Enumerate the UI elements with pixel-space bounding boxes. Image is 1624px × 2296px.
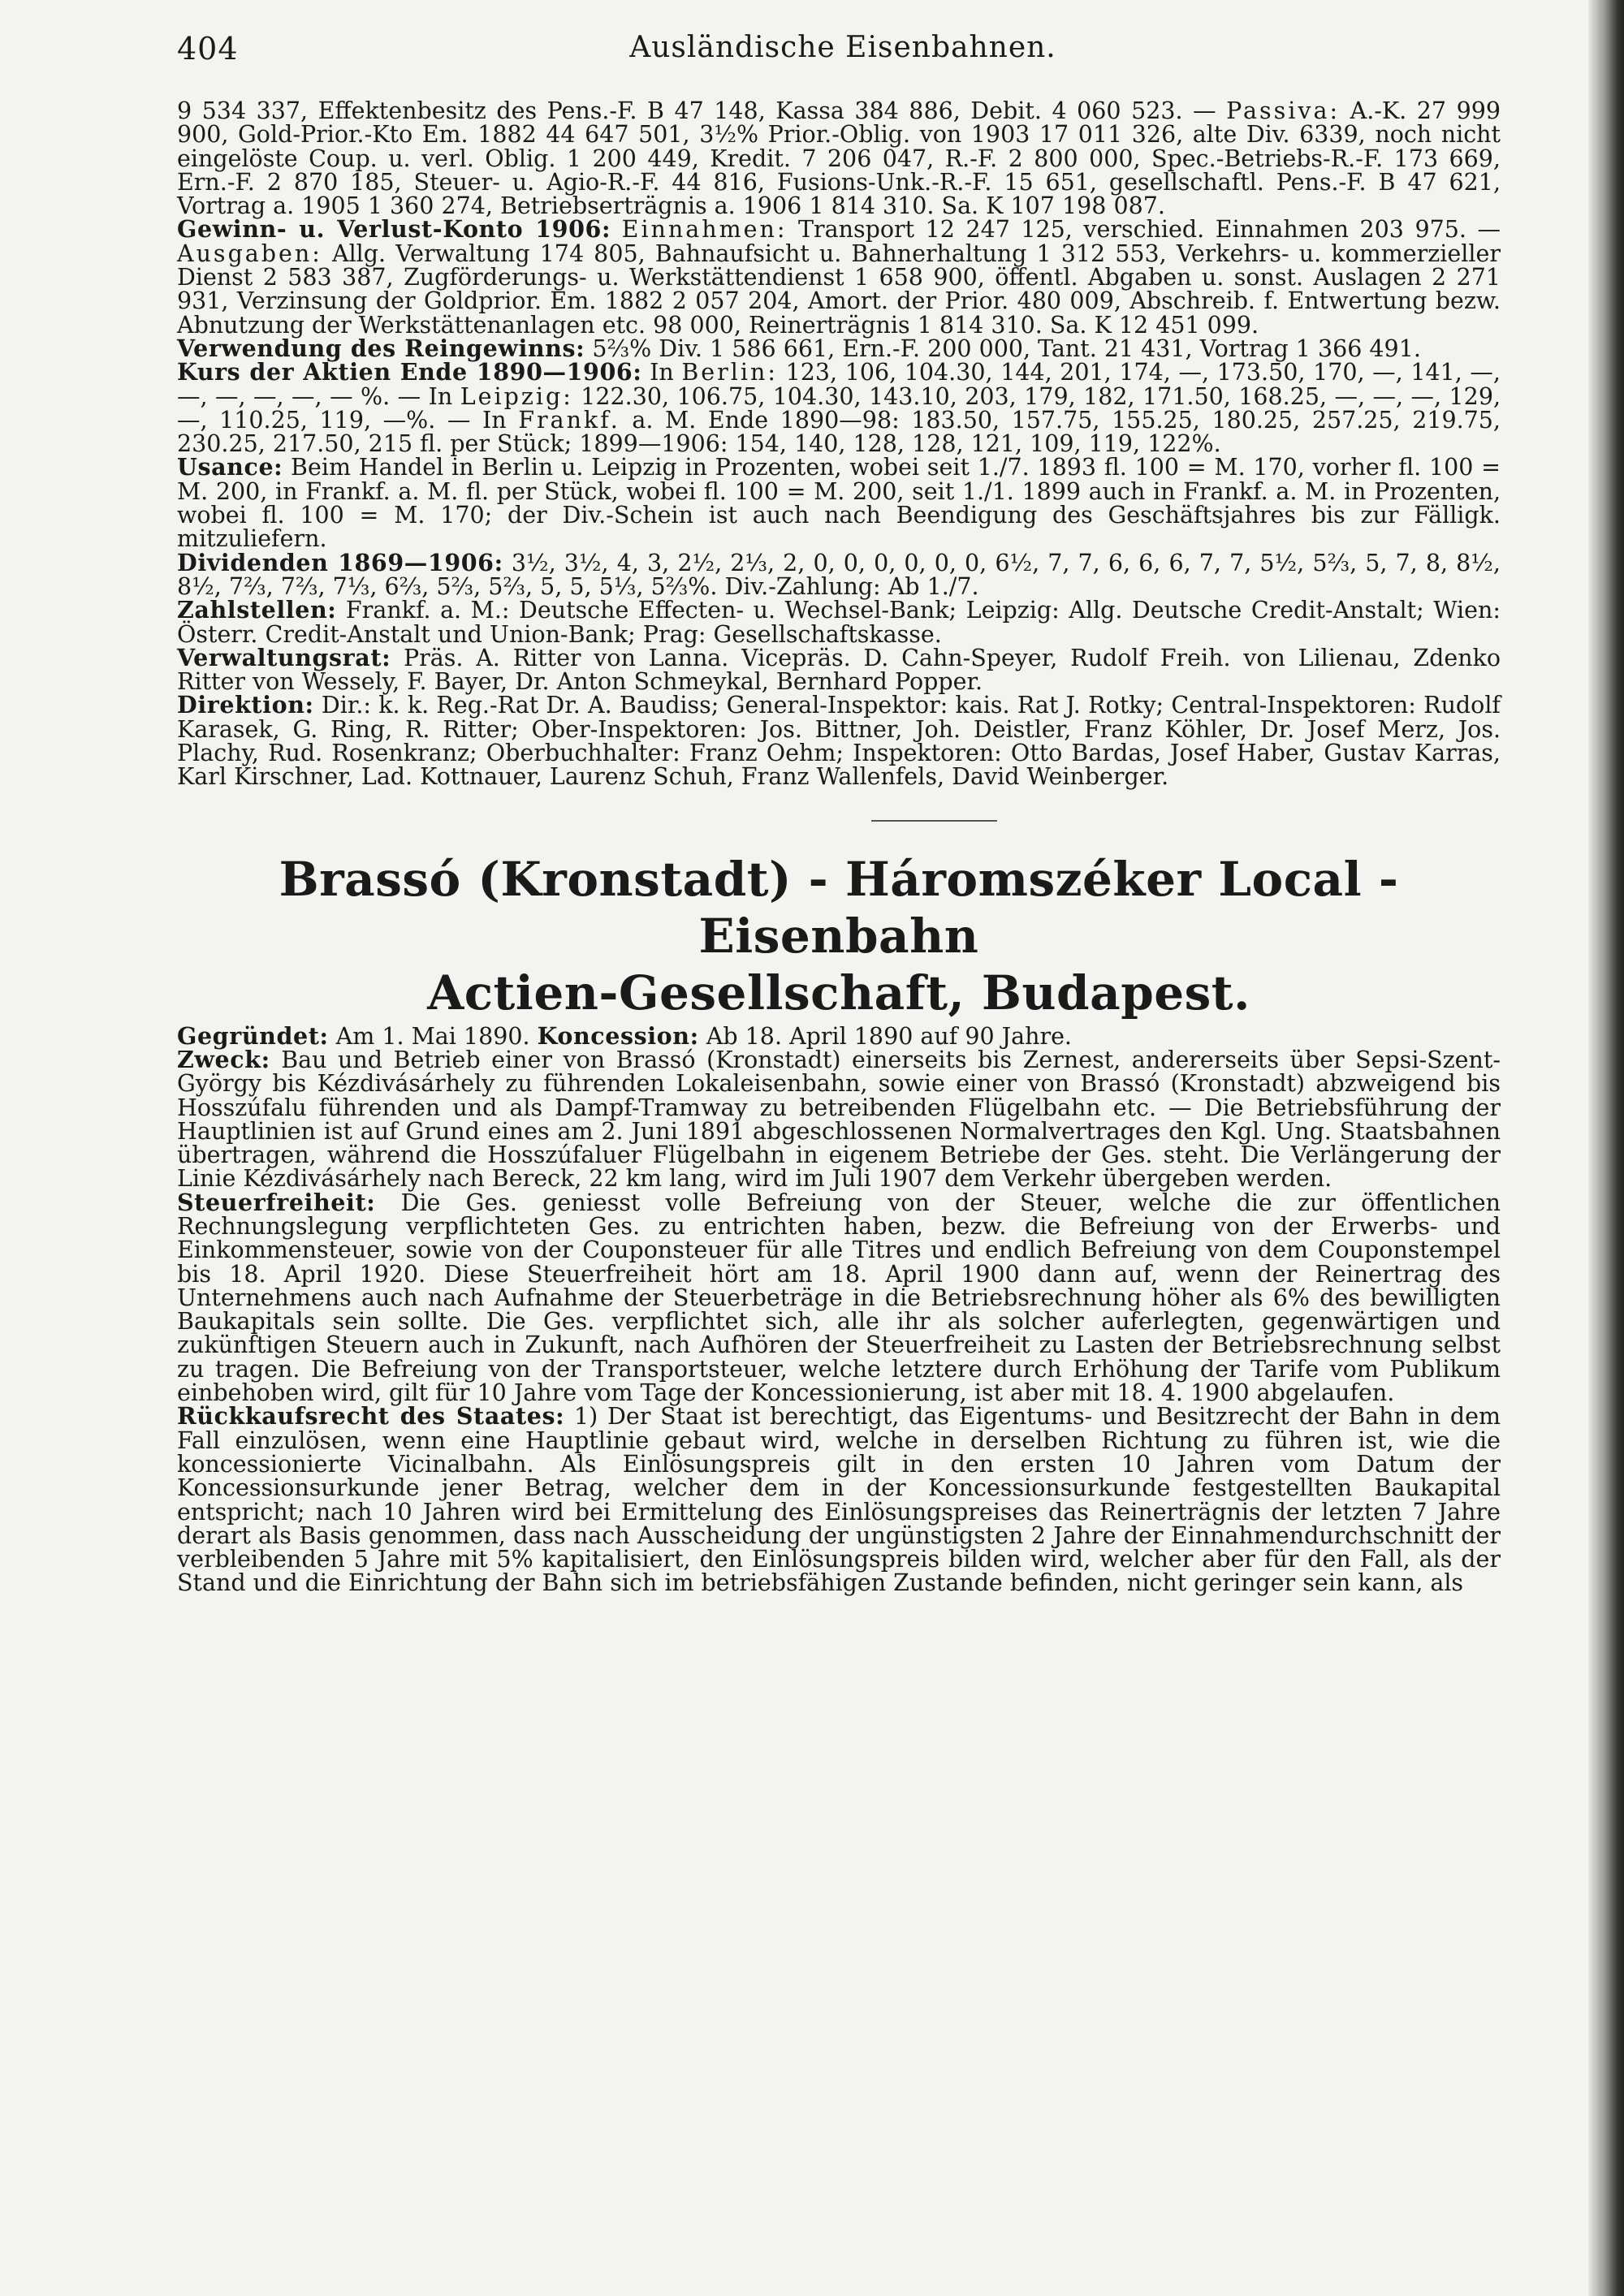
frankf-label: Frankf.	[518, 406, 620, 434]
leipzig-label: Leipzig:	[460, 382, 573, 410]
gv-label: Gewinn- u. Verlust-Konto 1906:	[177, 215, 611, 244]
verwendung-reingewinn: Verwendung des Reingewinns: 5⅔% Div. 1 586 661, Ern.-F. 200 000, Tant. 21 431, Vortrag 1 366 491.	[177, 334, 1421, 362]
balance-continuation: 9 534 337, Effektenbesitz des Pens.-F. B 47 148, Kassa 384 886, Debit. 4 060 523. — Passiva: A.-K. 27 999 900, Gold-Prior.-Kto Em. 1882 44 647 501, 3½% Prior.-Oblig. von 1903 17 011 326, alte Div. 6339, noch nicht eingelöste Coup. u. verl. Oblig. 1 200 449, Kredit. 7 206 047, R.-F. 2 800 000, Spec.-Betriebs-R.-F. 173 669, Ern.-F. 2 870 185, Steuer- u. Agio-R.-F. 44 816, Fusions-Unk.-R.-F. 15 651, gesellschaftl. Pens.-F. B 47 621, Vortrag a. 1905 1 360 274, Betriebserträgnis a. 1906 1 814 310. Sa. K 107 198 087.	[177, 97, 1501, 220]
einnahmen-label: Einnahmen:	[621, 216, 788, 244]
gegruendet-label: Gegründet:	[177, 1021, 329, 1050]
direktion: Direktion: Dir.: k. k. Reg.-Rat Dr. A. Baudiss; General-Inspektor: kais. Rat J. Rotky; Central-Inspektoren: Rudolf Karasek, G. Ring, R. Ritter; Ober-Inspektoren: Jos. Bittner, Joh. Deistler, Franz Köhler, Dr. Josef Merz, Jos. Plachy, Rud. Rosenkranz; Oberbuchhalter: Franz Oehm; Inspektoren: Otto Bardas, Josef Haber, Gustav Karras, Karl Kirschner, Lad. Kottnauer, Laurenz Schuh, Franz Wallenfels, David Weinberger.	[177, 691, 1501, 791]
ausgaben-label: Ausgaben:	[177, 240, 322, 267]
usance-label: Usance:	[177, 453, 283, 481]
page-edge-shadow	[1588, 0, 1624, 2296]
divider-line	[871, 820, 997, 822]
gegruendet: Gegründet: Am 1. Mai 1890. Koncession: Ab 18. April 1890 auf 90 Jahre.	[177, 1021, 1072, 1050]
page-number: 404	[177, 31, 239, 67]
zweck-label: Zweck:	[177, 1045, 270, 1073]
zweck: Zweck: Bau und Betrieb einer von Brassó (Kronstadt) einerseits bis Zernest, andererseits über Sepsi-Szent-György bis Kézdivásárhely zu führenden Lokaleisenbahn, sowie einer von Brassó (Kronstadt) abzweigend bis Hosszúfalu führenden und als Dampf-Tramway zu betreibenden Flügelbahn etc. — Die Betriebsführung der Hauptlinien ist auf Grund eines am 2. Juni 1891 abgeschlossenen Normalvertrages den Kgl. Ung. Staatsbahnen übertragen, während die Hosszúfaluer Flügelbahn in eigenem Betriebe der Ges. steht. Die Verlängerung der Linie Kézdivásárhely nach Bereck, 22 km lang, wird im Juli 1907 dem Verkehr übergeben werden.	[177, 1045, 1501, 1193]
company-title-line-1: Brassó (Kronstadt) - Háromszéker Local - Eisenbahn	[279, 851, 1399, 964]
dividenden-label: Dividenden 1869—1906:	[177, 548, 503, 576]
passiva-label: Passiva:	[1226, 97, 1341, 124]
page-header	[177, 31, 1509, 80]
steuerfreiheit: Steuerfreiheit: Die Ges. geniesst volle Befreiung von der Steuer, welche die zur öffentlichen Rechnungslegung verpflichteten Ges. zu entrichten haben, bezw. die Befreiung von der Erwerbs- und Einkommensteuer, sowie von der Couponsteuer für alle Titres und endlich Befreiung von dem Couponstempel bis 18. April 1920. Diese Steuerfreiheit hört am 18. April 1900 dann auf, wenn der Reinertrag des Unternehmens auch nach Aufnahme der Steuerbeträge in die Betriebsrechnung höher als 6% des bewilligten Baukapitals sein sollte. Die Ges. verpflichtet sich, alle ihr als solcher auferlegten, gegenwärtigen und zukünftigen Steuern auch in Zukunft, nach Aufhören der Steuerfreiheit zu Lasten der Betriebsrechnung selbst zu tragen. Die Befreiung von der Transportsteuer, welche letztere durch Erhöhung der Tarife vom Publikum einbehoben wird, gilt für 10 Jahre vom Tage der Koncessionierung, ist aber mit 18. 4. 1900 abgelaufen.	[177, 1188, 1501, 1407]
verwendung-label: Verwendung des Reingewinns:	[177, 334, 585, 362]
dividenden: Dividenden 1869—1906: 3½, 3½, 4, 3, 2½, 2⅓, 2, 0, 0, 0, 0, 0, 0, 6½, 7, 7, 6, 6, 6, 7, 7, 5½, 5⅔, 5, 7, 8, 8½, 8½, 7⅔, 7⅔, 7⅓, 6⅔, 5⅔, 5⅔, 5, 5, 5⅓, 5⅔%. Div.-Zahlung: Ab 1./7.	[177, 548, 1501, 600]
company-title-line-2: Actien-Gesellschaft, Budapest.	[427, 965, 1250, 1021]
direktion-label: Direktion:	[177, 691, 314, 719]
zahlstellen-label: Zahlstellen:	[177, 596, 337, 624]
berlin-label: Berlin:	[681, 359, 778, 386]
company-title	[177, 851, 1501, 1021]
steuer-label: Steuerfreiheit:	[177, 1188, 376, 1216]
verwaltungsrat-label: Verwaltungsrat:	[177, 643, 391, 671]
page-content	[177, 99, 1501, 1595]
rueckkauf-label: Rückkaufsrecht des Staates:	[177, 1402, 565, 1431]
usance: Usance: Beim Handel in Berlin u. Leipzig in Prozenten, wobei seit 1./7. 1893 fl. 100 = M. 170, vorher fl. 100 = M. 200, in Frankf. a. M. fl. per Stück, wobei fl. 100 = M. 200, seit 1./1. 1899 auch in Frankf. a. M. in Prozenten, wobei fl. 100 = M. 170; der Div.-Schein ist auch nach Beendigung des Geschäftsjahres bis zur Fälligk. mitzuliefern.	[177, 453, 1501, 553]
koncession-label: Koncession:	[537, 1021, 699, 1050]
gewinn-verlust-konto: Gewinn- u. Verlust-Konto 1906: Einnahmen: Transport 12 247 125, verschied. Einnahmen 203 975. — Ausgaben: Allg. Verwaltung 174 805, Bahnaufsicht u. Bahnerhaltung 1 312 553, Verkehrs- u. kommerzieller Dienst 2 583 387, Zugförderungs- u. Werkstättendienst 1 658 900, öffentl. Abgaben u. sonst. Auslagen 2 271 931, Verzinsung der Goldprior. Em. 1882 2 057 204, Amort. der Prior. 480 009, Abschreib. f. Entwertung bezw. Abnutzung der Werkstättenanlagen etc. 98 000, Reinerträgnis 1 814 310. Sa. K 12 451 099.	[177, 215, 1501, 339]
verwaltungsrat: Verwaltungsrat: Präs. A. Ritter von Lanna. Vicepräs. D. Cahn-Speyer, Rudolf Freih. von Lilienau, Zdenko Ritter von Wessely, F. Bayer, Dr. Anton Schmeykal, Bernhard Popper.	[177, 643, 1501, 696]
kurs-der-aktien: Kurs der Aktien Ende 1890—1906: In Berlin: 123, 106, 104.30, 144, 201, 174, —, 173.50, 170, —, 141, —, —, —, —, —, — %. — In Leipzig: 122.30, 106.75, 104.30, 143.10, 203, 179, 182, 171.50, 168.25, —, —, —, 129, —, 110.25, 119, —%. — In Frankf. a. M. Ende 1890—98: 183.50, 157.75, 155.25, 180.25, 257.25, 219.75, 230.25, 217.50, 215 fl. per Stück; 1899—1906: 154, 140, 128, 128, 121, 109, 119, 122%.	[177, 358, 1501, 458]
zahlstellen: Zahlstellen: Frankf. a. M.: Deutsche Effecten- u. Wechsel-Bank; Leipzig: Allg. Deutsche Credit-Anstalt; Wien: Österr. Credit-Anstalt und Union-Bank; Prag: Gesellschaftskasse.	[177, 596, 1501, 648]
section-divider	[177, 789, 1501, 851]
running-title: Ausländische Eisenbahnen.	[629, 31, 1056, 64]
kurs-label: Kurs der Aktien Ende 1890—1906:	[177, 358, 642, 386]
rueckkaufsrecht: Rückkaufsrecht des Staates: 1) Der Staat ist berechtigt, das Eigentums- und Besitzrecht der Bahn in dem Fall einzulösen, wenn eine Hauptlinie gebaut wird, welche in derselben Richtung zu führen ist, wie die koncessionierte Vicinalbahn. Als Einlösungspreis gilt in den ersten 10 Jahren vom Datum der Koncessionsurkunde jener Betrag, welcher dem in der Koncessionsurkunde festgestellten Baukapital entspricht; nach 10 Jahren wird bei Ermittelung des Einlösungspreises das Reinerträgnis der letzten 7 Jahre derart als Basis genommen, dass nach Ausscheidung der ungünstigsten 2 Jahre der Einnahmendurchschnitt der verbleibenden 5 Jahre mit 5% kapitalisiert, den Einlösungspreis bilden wird, welcher aber für den Fall, als der Stand und die Einrichtung der Bahn sich im betriebsfähigen Zustande befinden, nicht geringer sein kann, als	[177, 1402, 1501, 1597]
